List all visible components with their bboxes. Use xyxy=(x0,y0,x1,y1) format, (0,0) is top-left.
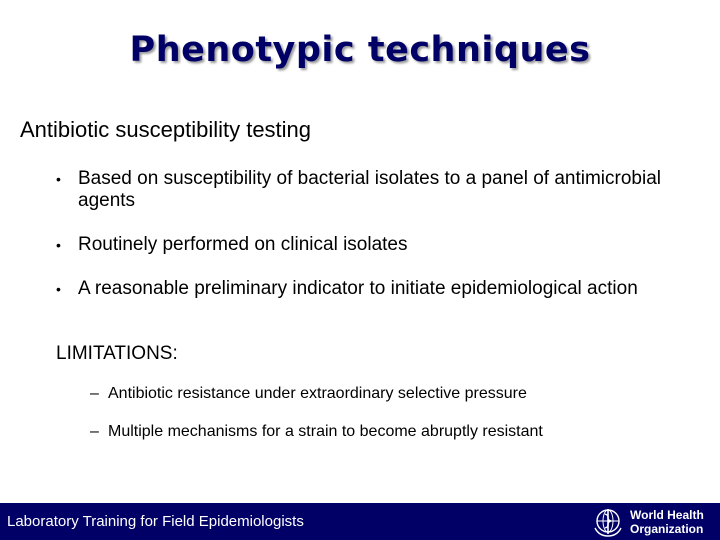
bullet-text: Based on susceptibility of bacterial isolates to a panel of antimicrobial agents xyxy=(78,168,661,211)
limitations-label: LIMITATIONS: xyxy=(56,343,178,364)
footer-bar xyxy=(0,503,720,540)
bullet-item-2 xyxy=(56,234,696,256)
bullet-item-3 xyxy=(56,278,696,300)
bullet-marker: • xyxy=(56,281,61,297)
section-heading: Antibiotic susceptibility testing xyxy=(20,117,312,142)
bullet-marker: • xyxy=(56,237,61,253)
who-logo xyxy=(592,506,716,538)
bullet-text: A reasonable preliminary indicator to initiate epidemiological action xyxy=(78,278,638,299)
dash-marker: – xyxy=(90,385,99,402)
logo-text-line1: World Health xyxy=(630,508,704,522)
dash-marker: – xyxy=(90,423,99,440)
limitation-item-1 xyxy=(90,385,690,403)
slide-title: Phenotypic techniques xyxy=(129,30,591,70)
bullet-marker: • xyxy=(56,171,61,187)
bullet-text: Routinely performed on clinical isolates xyxy=(78,234,408,255)
bullet-item-1 xyxy=(56,168,696,212)
logo-text-line2: Organization xyxy=(630,522,704,536)
limitation-text: Antibiotic resistance under extraordinary selective pressure xyxy=(108,385,527,402)
limitation-item-2 xyxy=(90,423,690,441)
limitation-text: Multiple mechanisms for a strain to become abruptly resistant xyxy=(108,423,543,440)
footer-text: Laboratory Training for Field Epidemiologists xyxy=(7,513,304,530)
who-emblem-icon xyxy=(592,506,624,538)
